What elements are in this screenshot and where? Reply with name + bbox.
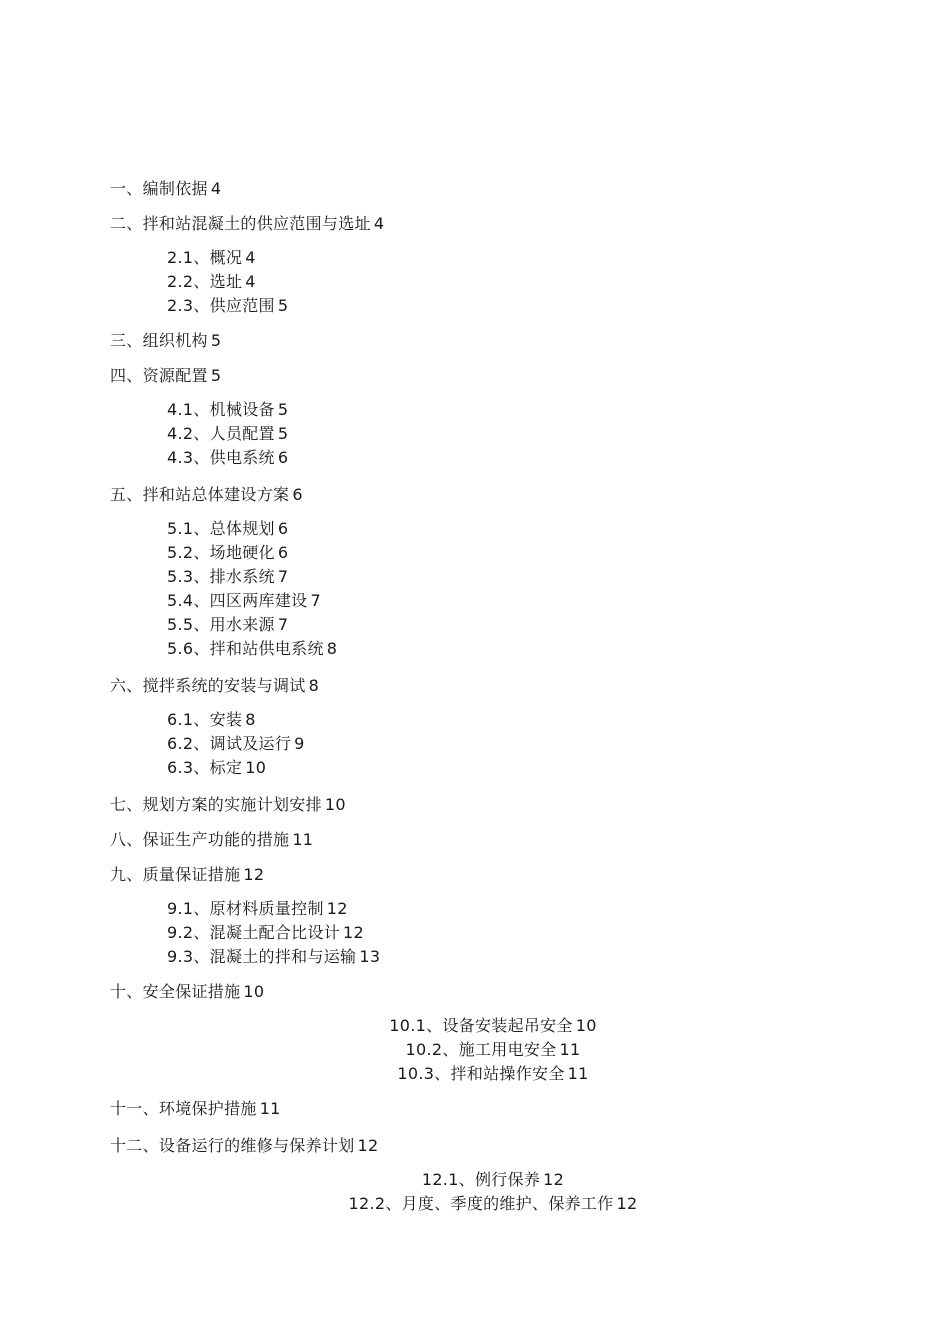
toc-subentry[interactable] (0, 1170, 950, 1190)
toc-entry-label: 八、保证生产功能的措施 (110, 830, 290, 849)
toc-entry-page: 4 (373, 214, 385, 233)
toc-entry-page: 9 (294, 734, 305, 753)
toc-entry-page: 4 (210, 179, 222, 198)
toc-entry-label: 4.3、供电系统 (167, 448, 275, 467)
toc-entry[interactable] (110, 485, 303, 505)
toc-subentry[interactable] (167, 424, 288, 444)
toc-entry-page: 12 (357, 1136, 379, 1155)
toc-entry-page: 5 (277, 296, 289, 315)
toc-subentry[interactable] (0, 1194, 950, 1214)
toc-entry-label: 5.3、排水系统 (167, 567, 275, 586)
toc-subentry[interactable] (0, 1064, 950, 1084)
toc-entry-page: 8 (245, 710, 256, 729)
toc-subentry[interactable] (167, 639, 337, 659)
toc-entry-page: 12 (543, 1170, 565, 1189)
toc-subentry[interactable] (0, 1040, 950, 1060)
toc-entry[interactable] (110, 865, 264, 885)
toc-entry-page: 4 (245, 248, 256, 267)
toc-entry-page: 8 (326, 639, 338, 658)
toc-entry-label: 十、安全保证措施 (110, 982, 241, 1001)
toc-entry-label: 六、搅拌系统的安装与调试 (110, 676, 306, 695)
toc-entry-label: 九、质量保证措施 (110, 865, 241, 884)
toc-entry-page: 8 (308, 676, 320, 695)
toc-entry-page: 5 (277, 424, 289, 443)
toc-entry-label: 10.1、设备安装起吊安全 (389, 1016, 573, 1035)
toc-entry[interactable] (110, 1136, 378, 1156)
toc-subentry[interactable] (167, 734, 305, 754)
toc-entry-page: 5 (210, 331, 222, 350)
toc-entry[interactable] (110, 982, 264, 1002)
toc-entry-label: 5.5、用水来源 (167, 615, 275, 634)
toc-entry-label: 5.1、总体规划 (167, 519, 275, 538)
toc-entry-page: 7 (277, 615, 289, 634)
toc-subentry[interactable] (167, 591, 321, 611)
toc-entry-label: 2.2、选址 (167, 272, 243, 291)
toc-entry-label: 5.2、场地硬化 (167, 543, 275, 562)
toc-entry-page: 10 (243, 982, 265, 1001)
toc-entry-label: 5.4、四区两库建设 (167, 591, 308, 610)
toc-entry-page: 10 (245, 758, 267, 777)
toc-entry[interactable] (110, 366, 221, 386)
toc-entry[interactable] (110, 795, 346, 815)
toc-entry-page: 7 (310, 591, 321, 610)
toc-subentry[interactable] (167, 947, 380, 967)
toc-entry-page: 5 (210, 366, 222, 385)
toc-entry-page: 12 (616, 1194, 638, 1213)
toc-subentry[interactable] (167, 710, 256, 730)
toc-entry-label: 四、资源配置 (110, 366, 208, 385)
toc-entry[interactable] (110, 331, 221, 351)
toc-entry-page: 6 (292, 485, 303, 504)
toc-entry-label: 七、规划方案的实施计划安排 (110, 795, 322, 814)
toc-subentry[interactable] (167, 272, 256, 292)
toc-entry-page: 5 (277, 400, 289, 419)
toc-entry[interactable] (110, 179, 221, 199)
toc-entry-label: 9.2、混凝土配合比设计 (167, 923, 341, 942)
toc-entry-label: 五、拌和站总体建设方案 (110, 485, 290, 504)
toc-subentry[interactable] (167, 248, 256, 268)
toc-entry-label: 6.1、安装 (167, 710, 243, 729)
toc-entry-page: 12 (343, 923, 365, 942)
toc-entry-label: 2.1、概况 (167, 248, 243, 267)
toc-subentry[interactable] (167, 448, 288, 468)
toc-entry-page: 12 (243, 865, 265, 884)
toc-subentry[interactable] (167, 567, 288, 587)
toc-entry-page: 11 (292, 830, 314, 849)
toc-entry-label: 4.2、人员配置 (167, 424, 275, 443)
toc-entry-page: 12 (326, 899, 348, 918)
toc-entry-label: 12.2、月度、季度的维护、保养工作 (348, 1194, 614, 1213)
toc-entry-page: 4 (245, 272, 256, 291)
toc-entry[interactable] (110, 1099, 281, 1119)
toc-entry-page: 11 (259, 1099, 281, 1118)
toc-entry-label: 2.3、供应范围 (167, 296, 275, 315)
toc-entry-label: 9.3、混凝土的拌和与运输 (167, 947, 357, 966)
toc-entry-page: 6 (277, 448, 289, 467)
toc-subentry[interactable] (167, 400, 288, 420)
toc-entry-label: 10.2、施工用电安全 (405, 1040, 557, 1059)
toc-entry-label: 12.1、例行保养 (421, 1170, 541, 1189)
toc-subentry[interactable] (167, 758, 266, 778)
toc-subentry[interactable] (167, 296, 288, 316)
toc-entry-page: 6 (277, 543, 289, 562)
toc-entry-label: 9.1、原材料质量控制 (167, 899, 324, 918)
toc-entry-page: 7 (277, 567, 289, 586)
toc-subentry[interactable] (167, 899, 348, 919)
toc-entry-label: 三、组织机构 (110, 331, 208, 350)
toc-entry-page: 6 (277, 519, 289, 538)
toc-subentry[interactable] (167, 519, 288, 539)
toc-entry-label: 二、拌和站混凝土的供应范围与选址 (110, 214, 371, 233)
toc-entry-page: 11 (567, 1064, 589, 1083)
toc-entry-label: 十一、环境保护措施 (110, 1099, 257, 1118)
toc-entry-label: 5.6、拌和站供电系统 (167, 639, 324, 658)
toc-entry-label: 一、编制依据 (110, 179, 208, 198)
toc-subentry[interactable] (167, 615, 288, 635)
toc-entry-page: 10 (575, 1016, 597, 1035)
toc-entry-label: 6.3、标定 (167, 758, 243, 777)
toc-subentry[interactable] (0, 1016, 950, 1036)
toc-entry-page: 13 (359, 947, 381, 966)
toc-entry-label: 十二、设备运行的维修与保养计划 (110, 1136, 355, 1155)
toc-entry[interactable] (110, 676, 319, 696)
toc-entry-label: 6.2、调试及运行 (167, 734, 292, 753)
toc-subentry[interactable] (167, 543, 288, 563)
toc-entry[interactable] (110, 214, 384, 234)
toc-entry-page: 10 (324, 795, 346, 814)
toc-subentry[interactable] (167, 923, 364, 943)
toc-entry-label: 10.3、拌和站操作安全 (397, 1064, 565, 1083)
toc-entry[interactable] (110, 830, 313, 850)
toc-entry-page: 11 (559, 1040, 581, 1059)
toc-entry-label: 4.1、机械设备 (167, 400, 275, 419)
